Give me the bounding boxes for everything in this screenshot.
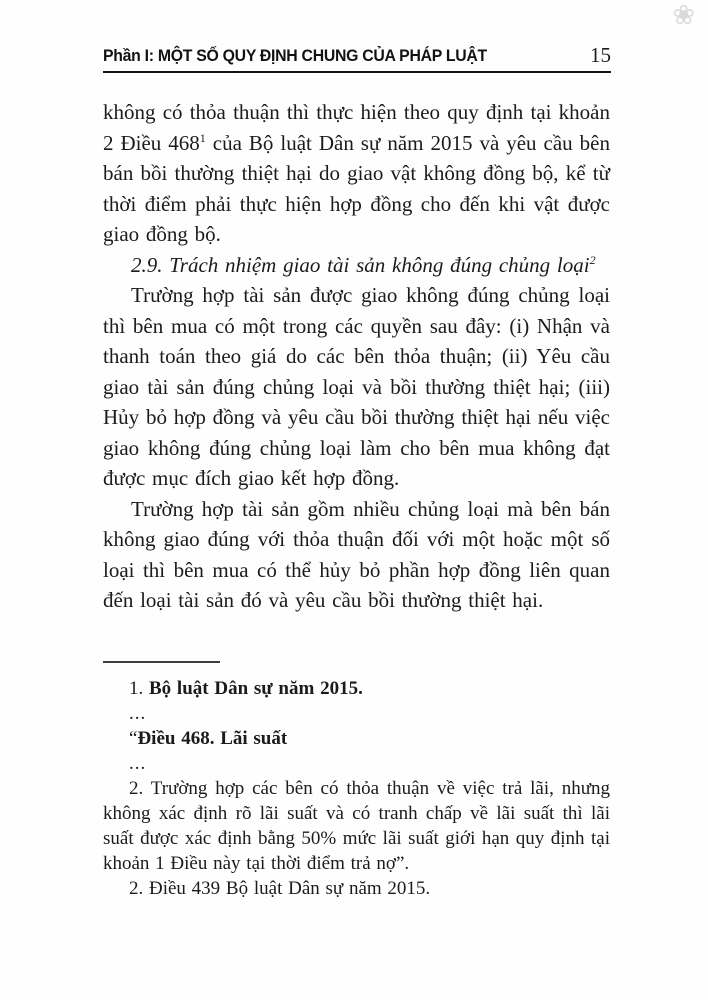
section-heading-text: 2.9. Trách nhiệm giao tài sản không đúng chủng loại bbox=[131, 252, 590, 277]
footnotes-block bbox=[103, 676, 610, 901]
section-heading-2-9 bbox=[103, 250, 610, 281]
page-header bbox=[103, 44, 611, 73]
paragraph-continuation-text: không có thỏa thuận thì thực hiện theo quy định tại khoản 2 Điều 468 bbox=[103, 100, 610, 155]
footnote-clause-2: 2. Trường hợp các bên có thỏa thuận về việc trả lãi, nhưng không xác định rõ lãi suất và có tranh chấp về lãi suất thì lãi suất được xác định bằng 50% mức lãi suất giới hạn quy định tại khoản 1 Điều này tại thời điểm trả nợ”. bbox=[103, 778, 610, 874]
paragraph-chung-loai: Trường hợp tài sản được giao không đúng chủng loại thì bên mua có một trong các quyền sau đây: (i) Nhận và thanh toán theo giá do các bên thỏa thuận; (ii) Yêu cầu giao tài sản đúng chủng loại và bồi thường thiệt hại; (iii) Hủy bỏ hợp đồng và yêu cầu bồi thường thiệt hại nếu việc giao không đúng chủng loại làm cho bên mua không đạt được mục đích giao kết hợp đồng. bbox=[103, 283, 610, 490]
footnote-2: 2. Điều 439 Bộ luật Dân sự năm 2015. bbox=[129, 878, 431, 899]
floral-ornament-icon: ❀ bbox=[672, 0, 695, 31]
footnote-1-number: 1. bbox=[129, 678, 149, 699]
paragraph-nhieu-chung-loai: Trường hợp tài sản gồm nhiều chủng loại mà bên bán không giao đúng với thỏa thuận đối với một hoặc một số loại thì bên mua có thể hủy bỏ phần hợp đồng liên quan đến loại tài sản đó và yêu cầu bồi thường thiệt hại. bbox=[103, 496, 610, 612]
footnote-1 bbox=[103, 676, 610, 701]
footnote-quote-open: “ bbox=[129, 728, 138, 749]
page-number: 15 bbox=[590, 43, 611, 67]
footnote-separator bbox=[103, 661, 220, 663]
body-text bbox=[103, 97, 610, 616]
footnote-ellipsis-1: ... bbox=[129, 703, 147, 724]
footnote-1-source: Bộ luật Dân sự năm 2015. bbox=[149, 678, 363, 699]
footnote-ellipsis-2: ... bbox=[129, 753, 147, 774]
running-header-title: Phần I: MỘT SỐ QUY ĐỊNH CHUNG CỦA PHÁP LUẬT bbox=[103, 46, 487, 65]
paragraph-continuation bbox=[103, 97, 610, 250]
footnote-ref-1: 1 bbox=[199, 130, 206, 145]
footnote-article-heading bbox=[103, 726, 610, 751]
footnote-ref-2: 2 bbox=[589, 252, 596, 267]
footnote-article-title: Điều 468. Lãi suất bbox=[137, 728, 288, 749]
paragraph-continuation-rest: của Bộ luật Dân sự năm 2015 và yêu cầu bên bán bồi thường thiệt hại do giao vật không đồng bộ, kể từ thời điểm phải thực hiện hợp đồng cho đến khi vật được giao đồng bộ. bbox=[103, 130, 610, 246]
